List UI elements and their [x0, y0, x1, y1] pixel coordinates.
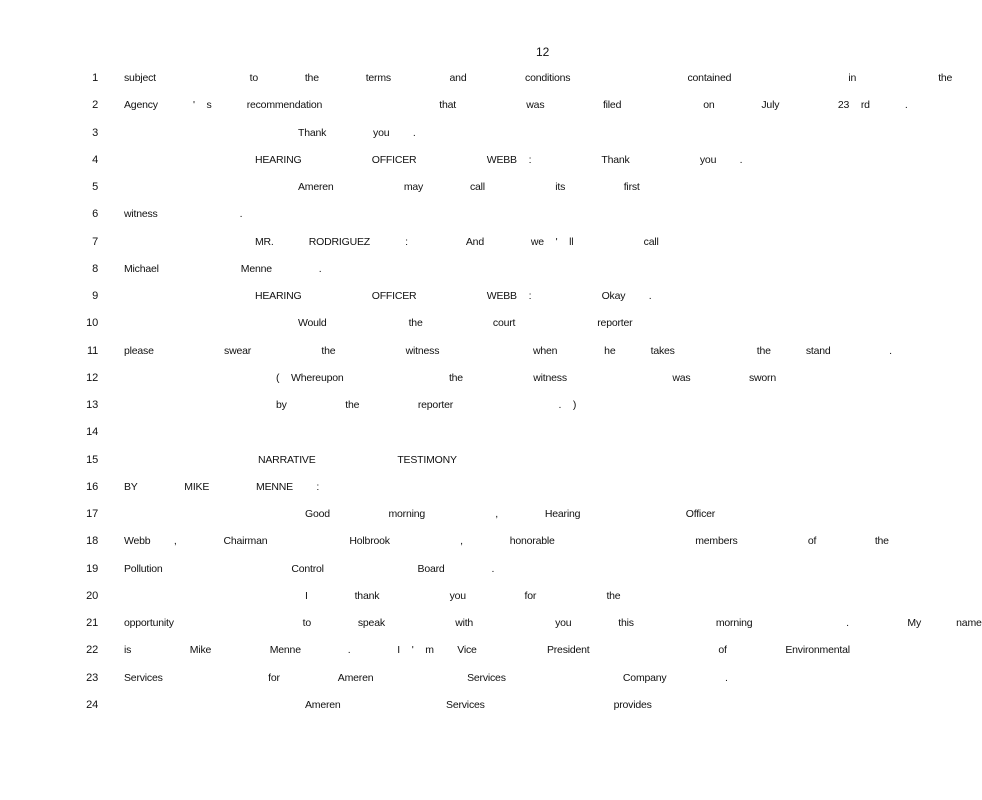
line-number: 17	[86, 508, 98, 520]
line-text: Michael Menne .	[124, 262, 322, 275]
transcript-line	[0, 425, 618, 452]
line-text: Pollution Control Board .	[124, 562, 495, 575]
transcript-line	[0, 534, 889, 561]
transcript-line	[0, 616, 982, 643]
line-number: 16	[86, 480, 98, 493]
line-number: 24	[86, 698, 98, 711]
line-text: Good morning , Hearing Officer	[305, 508, 716, 520]
line-number: 2	[92, 99, 98, 112]
transcript-line	[0, 316, 633, 343]
transcript-line	[0, 344, 892, 371]
transcript-line	[0, 98, 908, 125]
line-number: 12	[86, 371, 98, 384]
line-number: 22	[86, 644, 98, 657]
line-number: 10	[86, 317, 98, 330]
line-text: Ameren may call its first	[298, 181, 640, 193]
line-text: by the reporter . )	[276, 399, 577, 411]
line-text: MR. RODRIGUEZ : And we ' ll call	[255, 235, 659, 248]
line-number: 23	[86, 671, 98, 684]
line-text: Agency ' s recommendation that was filed on July 23 rd .	[124, 99, 908, 112]
line-text: Ameren Services provides	[305, 698, 652, 711]
page-number: 12	[536, 45, 550, 59]
line-number: 21	[86, 617, 98, 629]
line-number: 5	[92, 181, 98, 193]
line-number: 20	[86, 589, 98, 602]
transcript-line	[0, 398, 618, 425]
line-number: 14	[86, 426, 98, 439]
transcript-line	[0, 507, 716, 534]
transcript-line	[0, 180, 640, 207]
line-number: 3	[92, 126, 98, 139]
line-number: 8	[92, 262, 98, 275]
transcript-line	[0, 126, 618, 153]
transcript-line	[0, 671, 728, 698]
transcript-line	[0, 207, 618, 234]
line-number: 9	[92, 290, 98, 302]
line-number: 19	[86, 562, 98, 575]
line-number: 13	[86, 399, 98, 411]
line-text: HEARING OFFICER WEBB : Thank you .	[255, 153, 743, 166]
line-number: 4	[92, 153, 98, 166]
transcript-line	[0, 235, 659, 262]
line-text: please swear the witness when he takes the stand .	[124, 344, 892, 357]
line-number: 1	[92, 72, 98, 84]
line-number: 15	[86, 453, 98, 466]
line-number: 6	[92, 208, 98, 221]
line-text: ( Whereupon the witness was sworn	[276, 371, 776, 384]
transcript-line	[0, 643, 850, 670]
transcript-line	[0, 562, 618, 589]
transcript-line	[0, 480, 618, 507]
line-text: Webb , Chairman Holbrook , honorable members of the	[124, 535, 889, 548]
transcript-line	[0, 289, 652, 316]
line-text: Thank you .	[298, 126, 416, 139]
transcript-line	[0, 698, 652, 725]
line-text: witness .	[124, 208, 243, 221]
line-text: BY MIKE MENNE :	[124, 480, 320, 493]
line-text: opportunity to speak with you this morning . My name	[124, 617, 982, 629]
transcript-line	[0, 262, 618, 289]
transcript-line	[0, 453, 618, 480]
line-number: 18	[86, 535, 98, 548]
transcript-line	[0, 71, 953, 98]
line-text: NARRATIVE TESTIMONY	[258, 453, 457, 466]
line-number: 11	[86, 344, 98, 357]
line-text: is Mike Menne . I ' m Vice President of Environmental	[124, 644, 850, 657]
line-text: subject to the terms and conditions contained in the	[124, 72, 953, 84]
line-text: HEARING OFFICER WEBB : Okay .	[255, 290, 652, 302]
line-text: Services for Ameren Services Company .	[124, 671, 728, 684]
transcript-line	[0, 371, 776, 398]
transcript-lines	[0, 71, 982, 725]
line-number: 7	[92, 235, 98, 248]
line-text: I thank you for the	[305, 589, 621, 602]
transcript-line	[0, 589, 621, 616]
transcript-line	[0, 153, 743, 180]
line-text: Would the court reporter	[298, 317, 633, 330]
